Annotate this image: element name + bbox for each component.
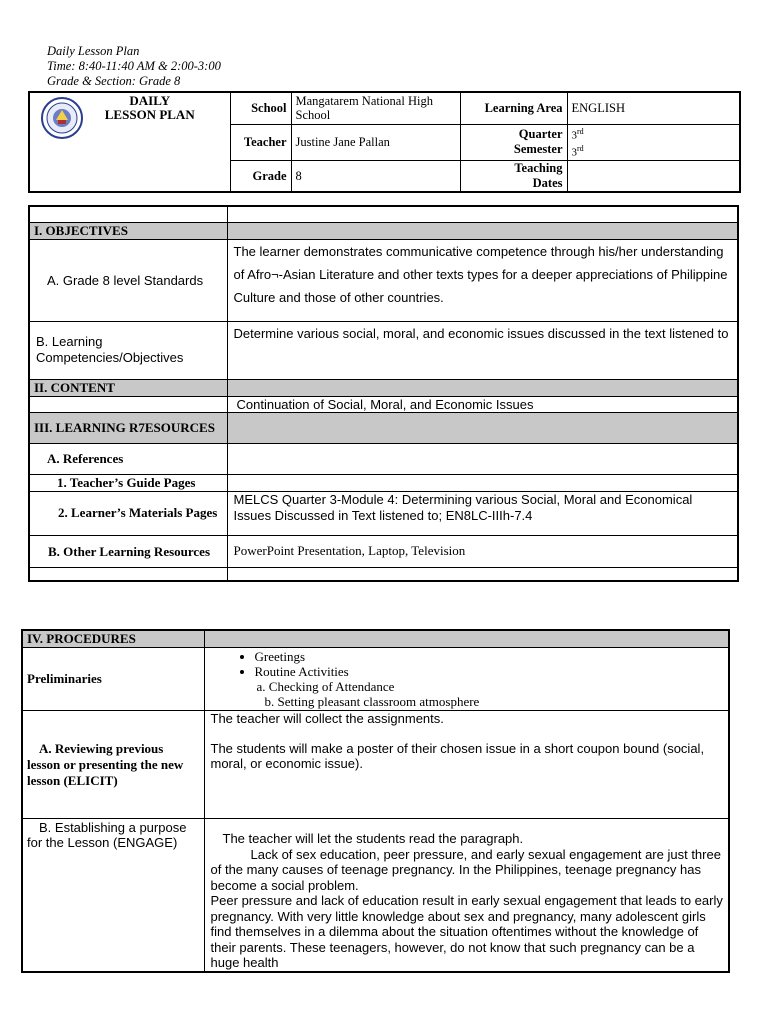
grade-label: Grade (230, 160, 291, 192)
engage-label (22, 819, 204, 972)
blank-cell (227, 412, 738, 443)
blank-cell (29, 567, 227, 581)
learning-area-label: Learning Area (460, 92, 567, 124)
elicit-label: A. Reviewing previous lesson or presenting the new lesson (ELICIT) (22, 711, 204, 819)
school-label: School (230, 92, 291, 124)
references-label: A. References (29, 443, 227, 474)
semester-label: Semester (513, 142, 563, 157)
title-line-1: DAILY (129, 93, 171, 108)
preliminaries-label: Preliminaries (22, 648, 204, 711)
engage-content (204, 819, 729, 972)
blank-cell (227, 567, 738, 581)
teaching-dates-label (460, 160, 567, 192)
blank-cell (227, 474, 738, 491)
resources-heading: III. LEARNING R7ESOURCES (29, 412, 227, 443)
content-heading: II. CONTENT (29, 379, 227, 396)
elicit-line-1: The teacher will collect the assignments. (210, 711, 444, 726)
teacher-value: Justine Jane Pallan (291, 124, 460, 160)
quarter-suffix: rd (577, 126, 584, 136)
teaching-dates-value (567, 160, 740, 192)
elicit-line-2: The students will make a poster of their chosen issue in a short coupon bound (social, moral, or economic issue). (210, 741, 705, 771)
lesson-info-table (28, 91, 741, 193)
deped-seal-logo (37, 96, 87, 140)
sub-item-b: b. Setting pleasant classroom atmosphere (264, 694, 480, 709)
teacher-label: Teacher (230, 124, 291, 160)
grade-value: 8 (291, 160, 460, 192)
engage-label-text: B. Establishing a purpose for the Lesson (ENGAGE) (27, 820, 187, 850)
competencies-value: Determine various social, moral, and economic issues discussed in the text listened to (227, 321, 738, 379)
list-item: • Routine Activities (255, 664, 725, 679)
grade-standards-label: A. Grade 8 level Standards (29, 239, 227, 321)
engage-paragraph-1: Lack of sex education, peer pressure, and early sexual engagement are just three of the many causes of teenage pregnancy. In the Philippines, teenage pregnancy has become a social problem. (210, 846, 721, 893)
other-resources-value: PowerPoint Presentation, Laptop, Television (227, 535, 738, 567)
time-line: Time: 8:40-11:40 AM & 2:00-3:00 (47, 59, 221, 73)
preliminaries-list (209, 649, 725, 679)
list-item: • Greetings (255, 649, 725, 664)
engage-paragraph-2: Peer pressure and lack of education result in early sexual engagement that leads to early pregnancy. With very little knowledge about sex and pregnancy, many adolescent girls find themselves in a dilemma about the situation oftentimes without the knowledge of their parents. These teenagers, however, do not know that such pregnancy can be a huge health (210, 893, 723, 970)
objectives-heading: I. OBJECTIVES (29, 222, 227, 239)
semester-value: 3 (571, 146, 577, 159)
sub-item-a: a. Checking of Attendance (256, 679, 395, 694)
teaching-dates-label-1: Teaching (514, 161, 563, 176)
title-line-2: LESSON PLAN (104, 107, 195, 122)
blank-cell (227, 206, 738, 222)
blank-cell (227, 443, 738, 474)
competencies-label: B. Learning Competencies/Objectives (29, 321, 227, 379)
grade-section-line: Grade & Section: Grade 8 (47, 74, 181, 88)
blank-cell (227, 222, 738, 239)
learners-materials-label: 2. Learner’s Materials Pages (29, 491, 227, 535)
doc-type-line: Daily Lesson Plan (47, 44, 140, 58)
quarter-value: 3 (571, 129, 577, 142)
teaching-dates-label-2: Dates (532, 176, 563, 191)
learning-area-value: ENGLISH (567, 92, 740, 124)
quarter-label: Quarter (518, 127, 563, 142)
other-resources-label: B. Other Learning Resources (29, 535, 227, 567)
grade-standards-value: The learner demonstrates communicative competence through his/her understanding of Afro¬-Asian Literature and other texts types for a deeper appreciations of Philippine Culture and those of other countries. (227, 239, 738, 321)
procedures-heading: IV. PROCEDURES (22, 630, 204, 648)
content-value: Continuation of Social, Moral, and Economic Issues (227, 396, 738, 412)
teachers-guide-label: 1. Teacher’s Guide Pages (29, 474, 227, 491)
blank-cell (204, 630, 729, 648)
quarter-semester-value (567, 124, 740, 160)
preliminaries-content (204, 648, 729, 711)
procedures-table (21, 629, 730, 973)
engage-intro: The teacher will let the students read the paragraph. (222, 831, 524, 846)
quarter-semester-label (460, 124, 567, 160)
objectives-content-resources-table (28, 205, 739, 582)
elicit-content (204, 711, 729, 819)
semester-suffix: rd (577, 144, 584, 154)
blank-cell (29, 396, 227, 412)
school-value: Mangatarem National High School (291, 92, 460, 124)
learners-materials-value: MELCS Quarter 3-Module 4: Determining various Social, Moral and Economical Issues Discussed in Text listened to; EN8LC-IIIh-7.4 (227, 491, 738, 535)
blank-cell (29, 206, 227, 222)
blank-cell (227, 379, 738, 396)
